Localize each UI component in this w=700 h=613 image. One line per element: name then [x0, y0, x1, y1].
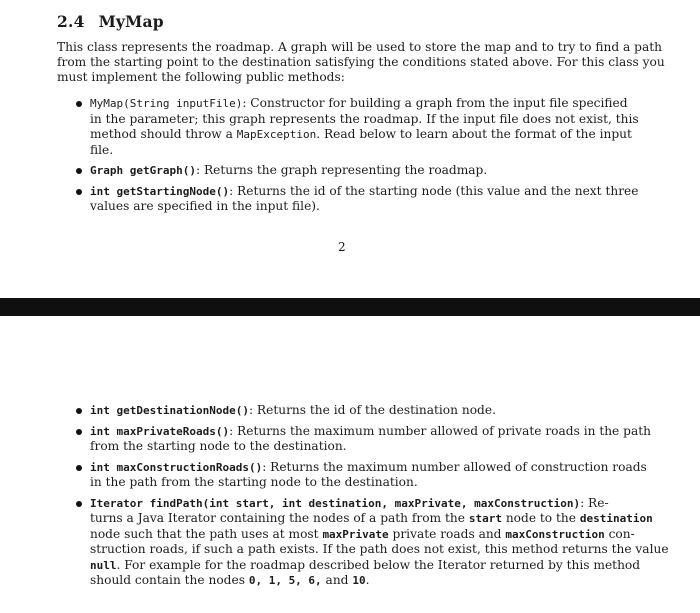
method-description: : Returns the id of the starting node (this value and the next three — [229, 183, 639, 198]
param-name: maxPrivate — [322, 527, 389, 541]
section-title: MyMap — [98, 12, 164, 31]
method-description: values are specified in the input file). — [90, 199, 320, 213]
method-description: and — [321, 573, 353, 587]
method-description: : Returns the graph representing the roadmap. — [195, 163, 488, 177]
bullet-icon — [76, 429, 82, 435]
intro-paragraph — [57, 40, 665, 85]
bullet-icon — [76, 465, 82, 471]
method-description: in the path from the starting node to the destination. — [90, 475, 418, 489]
method-description: . For example for the roadmap described below the Iterator returned by this method — [116, 557, 641, 572]
method-description: should contain the nodes — [90, 573, 249, 587]
method-signature: int getDestinationNode() — [90, 404, 249, 417]
method-item-getdestinationnode — [76, 403, 636, 419]
method-description: method should throw a — [90, 127, 237, 141]
method-description: . Read below to learn about the format of the input — [316, 127, 632, 141]
section-number: 2.4 — [57, 12, 85, 31]
method-description: struction roads, if such a path exists. If the path does not exist, this method returns the value — [90, 542, 669, 556]
intro-line: This class represents the roadmap. A graph will be used to store the map and to try to find a path — [57, 40, 662, 54]
bullet-icon — [76, 189, 82, 195]
method-signature: int maxConstructionRoads() — [90, 460, 263, 474]
param-name: start — [468, 512, 502, 525]
node-list: 0, 1, 5, 6, — [248, 574, 322, 587]
method-list-bottom — [76, 403, 669, 594]
bullet-icon — [76, 501, 82, 507]
param-name: maxConstruction — [505, 527, 605, 541]
document-page-top — [0, 0, 700, 298]
method-description: : Returns the maximum number allowed of construction roads — [262, 459, 647, 474]
method-description: : Re- — [580, 495, 609, 510]
method-description: turns a Java Iterator containing the nodes of a path from the — [90, 511, 469, 525]
method-description: node to the — [501, 511, 580, 525]
intro-line: must implement the following public methods: — [57, 70, 345, 84]
bullet-icon — [76, 101, 82, 107]
bullet-icon — [76, 168, 82, 174]
method-description: : Returns the maximum number allowed of private roads in the path — [229, 423, 651, 438]
method-signature: int maxPrivateRoads() — [90, 424, 230, 438]
method-description: : Returns the id of the destination node. — [248, 403, 496, 417]
method-list-top — [76, 96, 639, 220]
method-item-findpath — [76, 495, 669, 589]
param-name: destination — [579, 512, 653, 525]
method-signature: int getStartingNode() — [90, 184, 230, 198]
document-page-bottom — [0, 316, 700, 613]
method-description: con- — [604, 526, 635, 541]
intro-line: from the starting point to the destination satisfying the conditions stated above. For this class you — [57, 55, 665, 69]
page-number: 2 — [338, 240, 346, 254]
exception-name: MapException — [236, 128, 317, 141]
node-list: 10 — [352, 574, 366, 587]
method-description: file. — [90, 142, 114, 157]
method-description: from the starting node to the destination. — [90, 439, 347, 453]
method-signature: Iterator findPath(int start, int destination, maxPrivate, maxConstruction) — [90, 496, 581, 510]
bullet-icon — [76, 408, 82, 414]
method-item-maxconstructionroads — [76, 459, 647, 491]
method-description: node such that the path uses at most — [90, 526, 323, 541]
method-item-maxprivateroads — [76, 423, 651, 455]
method-description: in the parameter; this graph represents the roadmap. If the input file does not exist, this — [90, 111, 639, 126]
method-item-getstartingnode — [76, 183, 639, 215]
page-divider — [0, 298, 700, 316]
method-description: . — [365, 573, 370, 587]
method-signature: MyMap(String inputFile) — [90, 97, 243, 110]
section-heading — [57, 12, 164, 31]
method-description: : Constructor for building a graph from the input file specified — [242, 96, 628, 110]
method-item-mymap — [76, 96, 639, 158]
method-description: private roads and — [388, 526, 506, 541]
method-item-getgraph — [76, 163, 636, 179]
null-literal: null — [90, 558, 117, 572]
method-signature: Graph getGraph() — [90, 164, 196, 177]
